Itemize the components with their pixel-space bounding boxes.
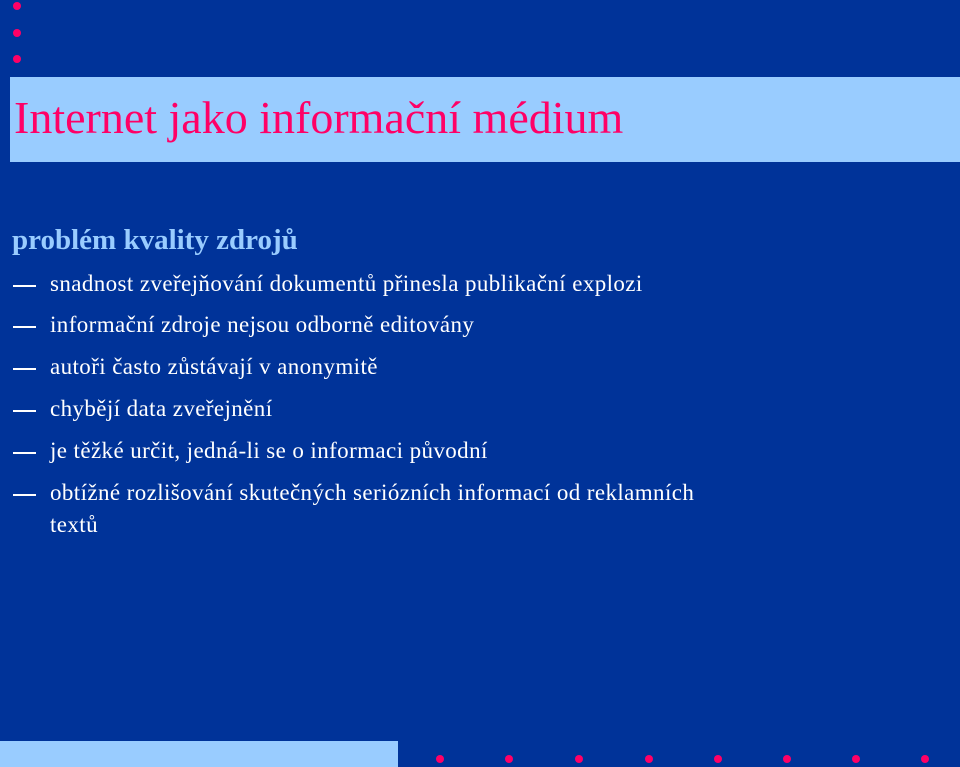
decor-dot (714, 755, 722, 763)
dash-marker (13, 368, 36, 370)
bullet-text: snadnost zveřejňování dokumentů přinesla publikační explozi (50, 271, 643, 296)
dash-marker (13, 452, 36, 454)
decor-dot (783, 755, 791, 763)
decor-dot (13, 2, 21, 10)
decor-dot (645, 755, 653, 763)
bottom-band (0, 741, 398, 767)
bullet-text-continuation: textů (50, 512, 98, 537)
bullet-text: obtížné rozlišování skutečných seriózních informací od reklamních (50, 480, 695, 505)
decor-dot (13, 29, 21, 37)
dash-marker (13, 326, 36, 328)
decor-dot (575, 755, 583, 763)
slide-title: Internet jako informační médium (14, 92, 624, 143)
section-heading: problém kvality zdrojů (12, 224, 298, 256)
decor-dot (13, 55, 21, 63)
decor-dot (852, 755, 860, 763)
bullet-text: chybějí data zveřejnění (50, 396, 273, 421)
decor-dot (505, 755, 513, 763)
bullet-text: informační zdroje nejsou odborně editovány (50, 312, 475, 337)
dash-marker (13, 410, 36, 412)
decor-dot (921, 755, 929, 763)
bullet-text: je těžké určit, jedná-li se o informaci původní (50, 438, 488, 463)
dash-marker (13, 494, 36, 496)
decor-dot (436, 755, 444, 763)
bullet-text: autoři často zůstávají v anonymitě (50, 354, 378, 379)
dash-marker (13, 285, 36, 287)
